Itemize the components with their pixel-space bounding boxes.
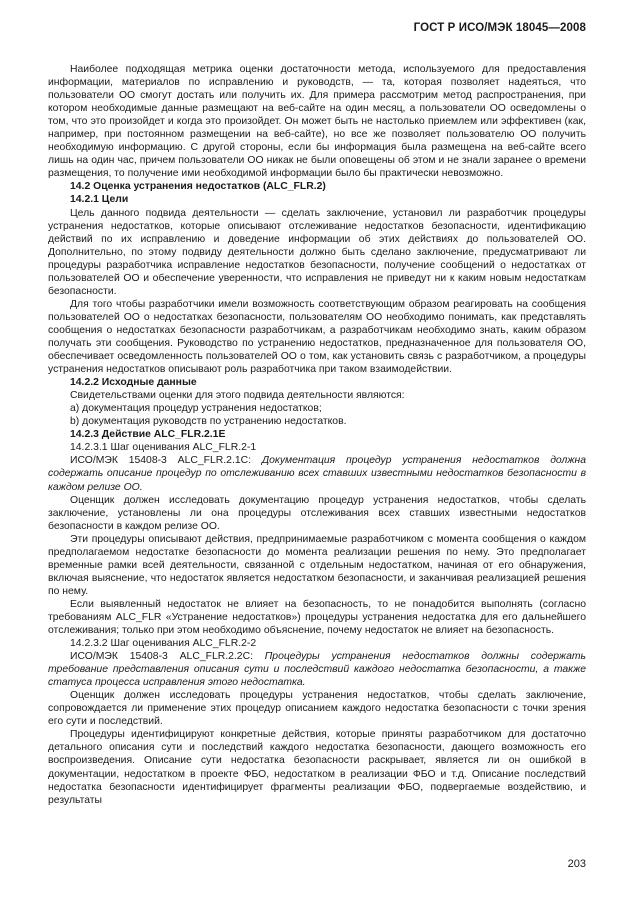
page-number: 203 bbox=[567, 858, 586, 870]
list-item-a: a) документация процедур устранения недостатков; bbox=[70, 403, 322, 415]
requirement-ref-1: ИСО/МЭК 15408-3 ALC_FLR.2.1C: bbox=[70, 455, 262, 467]
step-heading-2: 14.2.3.2 Шаг оценивания ALC_FLR.2-2 bbox=[70, 638, 257, 650]
step-requirement-2 bbox=[48, 650, 586, 689]
document-header: ГОСТ Р ИСО/МЭК 18045—2008 bbox=[413, 22, 586, 34]
paragraph-identify-actions: Процедуры идентифицируют конкретные действия, которые приняты разработчиком для достаточно детального описания сути и последствий каждого недостатка безопасности, дающего возможность его воспроизведения. Описание сути недостатка безопасности раскрывает, является ли он ошибкой в документации, недостатком в проекте ФБО, недостатком в реализации ФБО и т.д. Описание последствий недостатка безопасности идентифицирует фрагменты реализации ФБО, подвергаемые воздействию, и результаты bbox=[48, 729, 586, 806]
paragraph-goal: Цель данного подвида деятельности — сделать заключение, установил ли разработчик процедуры устранения недостатков, которые описывают отслеживание недостатков безопасности, идентификацию действий по их исправлению и доведение информации об этих действиях до пользователей ОО. Дополнительно, по этому подвиду деятельности должно быть сделано заключение, предусматривают ли процедуры разработчика исправление недостатков безопасности, получение сообщений о недостатках от пользователей ОО и обеспечение уверенности, что исправления не приведут ни к каким новым недостаткам безопасности. bbox=[48, 207, 586, 297]
paragraph-evaluator-1: Оценщик должен исследовать документацию процедур устранения недостатков, чтобы сделать заключение, установлены ли она процедуры отслеживания всех ставших известными недостатков безопасности в каждом релизе ОО. bbox=[48, 494, 586, 532]
requirement-text-2: Процедуры устранения недостатков должны содержать требование представления описания сути и последствий каждого недостатка безопасности, а также статуса процесса исправления этого недостатка. bbox=[48, 651, 586, 689]
list-item-b: b) документация руководств по устранению недостатков. bbox=[70, 416, 347, 428]
paragraph-procedures-describe: Эти процедуры описывают действия, предпринимаемые разработчиком с момента сообщения о каждом предполагаемом недостатке безопасности до момента реализации решения по нему. Это предполагает временные рамки всей деятельности, связанной с отдельным недостатком, начиная от его обнаружения, включая выяснение, что недостаток является недостатком безопасности, и заканчивая реализацией решения по нему. bbox=[48, 533, 586, 597]
subsection-heading-14-2-1: 14.2.1 Цели bbox=[70, 194, 129, 206]
paragraph-evidence-intro: Свидетельствами оценки для этого подвида деятельности являются: bbox=[70, 390, 405, 402]
step-heading-1: 14.2.3.1 Шаг оценивания ALC_FLR.2-1 bbox=[70, 442, 257, 454]
requirement-text-1: Документация процедур устранения недостатков должна содержать описание процедур по отслеживанию всех ставших известными недостатков безопасности в каждом релизе ОО. bbox=[48, 455, 586, 493]
paragraph-metric: Наиболее подходящая метрика оценки достаточности метода, используемого для предоставления информации, материалов по исправлению и руководств, — та, которая позволяет надеяться, что пользователи ОО смогут достать или получить их. Для примера рассмотрим метод распространения, при котором необходимые данные размещают на веб-сайте на один месяц, а пользователи ОО осведомлены о том, что это произойдет и когда это произойдет. Он может быть не настолько приемлем или эффективен (как, например, при постоянном размещении на веб-сайте), но все же позволяет пользователю ОО получить необходимую информацию. С другой стороны, если бы информация была размещена на веб-сайте всего лишь на один час, причем пользователи ОО никак не были оповещены об этом и не знали заранее о времени размещения, то получение ими необходимой информации было бы практически невозможно. bbox=[48, 64, 586, 180]
paragraph-developers: Для того чтобы разработчики имели возможность соответствующим образом реагировать на сообщения пользователей ОО о недостатках безопасности, пользователям ОО необходимо понимать, как представлять сообщения о недостатках безопасности разработчикам, а разработчикам необходимо знать, каким образом получать эти сообщения. Руководство по устранению недостатков, предназначенное для пользователя ОО, обеспечивает осведомленность пользователей ОО о том, как установить связь с разработчиком, а процедуры устранения недостатков описывают роль разработчика при таком взаимодействии. bbox=[48, 298, 586, 376]
paragraph-evaluator-2: Оценщик должен исследовать процедуры устранения недостатков, чтобы сделать заключение, сопровождается ли применение этих процедур описанием каждого недостатка безопасности с точки зрения его сути и последствий. bbox=[48, 690, 586, 728]
paragraph-not-security: Если выявленный недостаток не влияет на безопасность, то не понадобится выполнять (согласно требованиям ALC_FLR «Устранение недостатков») процедуры устранения недостатка для его дальнейшего отслеживания; только при этом необходимо объяснение, почему недостаток не влияет на безопасность. bbox=[48, 598, 586, 637]
page-body bbox=[48, 63, 586, 807]
requirement-ref-2: ИСО/МЭК 15408-3 ALC_FLR.2.2C: bbox=[70, 651, 265, 663]
section-heading-14-2: 14.2 Оценка устранения недостатков (ALC_FLR.2) bbox=[70, 181, 326, 193]
subsection-heading-14-2-3: 14.2.3 Действие ALC_FLR.2.1E bbox=[70, 429, 226, 441]
step-requirement-1 bbox=[48, 454, 586, 493]
subsection-heading-14-2-2: 14.2.2 Исходные данные bbox=[70, 377, 197, 389]
